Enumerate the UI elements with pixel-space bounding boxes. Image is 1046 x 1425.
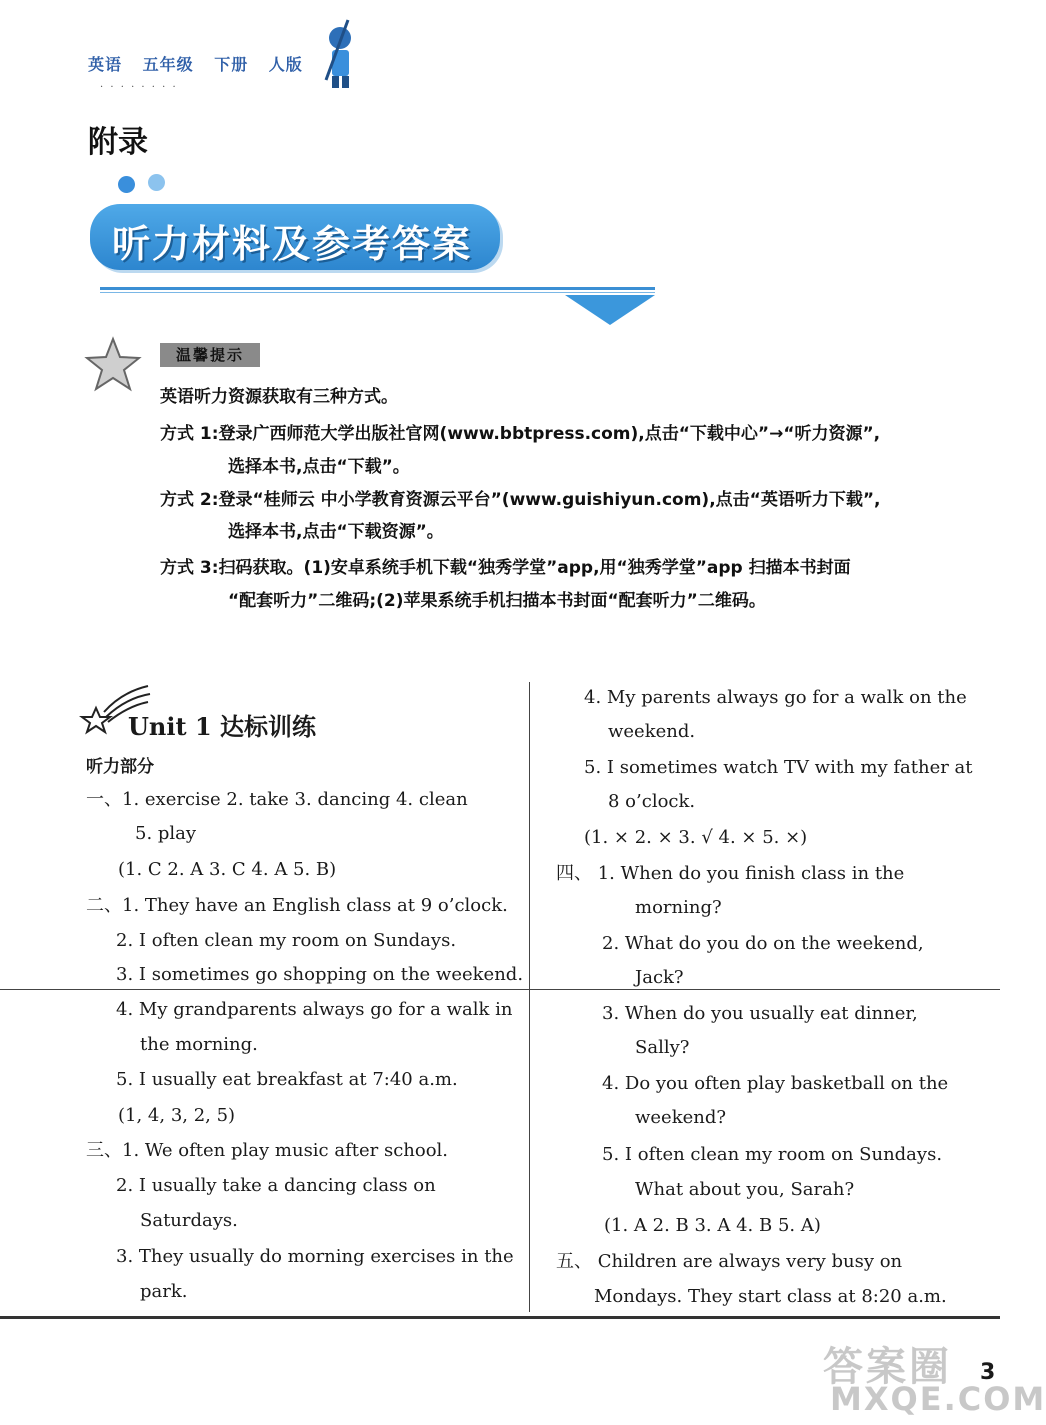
answer-line: morning? [635,897,722,918]
answer-line: 3. I sometimes go shopping on the weekend. [116,964,524,985]
banner-rule-thin [100,292,655,293]
section-title: 听力部分 [86,757,154,777]
tips-method2-line2: 选择本书,点击“下载资源”。 [228,522,444,542]
answer-key: (1. A 2. B 3. A 4. B 5. A) [604,1215,821,1236]
answer-line: weekend? [635,1107,727,1128]
column-divider [529,682,530,1312]
answer-line: 2. I usually take a dancing class on [116,1175,436,1196]
tips-label: 温馨提示 [160,343,260,367]
answer-line: 3. When do you usually eat dinner, [602,1003,918,1024]
banner-triangle-icon [565,295,655,325]
header-grade: 五年级 [142,55,194,74]
fold-line [0,989,1000,990]
answer-line: 一、1. exercise 2. take 3. dancing 4. clean [86,789,468,810]
answer-key: (1, 4, 3, 2, 5) [118,1105,236,1126]
answer-line: 5. I sometimes watch TV with my father at [584,757,973,778]
answer-line: 2. What do you do on the weekend, [602,933,924,954]
banner-title: 听力材料及参考答案 [112,222,473,266]
tips-method1-line1: 方式 1:登录广西师范大学出版社官网(www.bbtpress.com),点击“下载中心”→“听力资源”, [160,424,881,444]
answer-line: 4. My grandparents always go for a walk in [116,999,513,1020]
answer-line: 5. I often clean my room on Sundays. [602,1144,943,1165]
star-icon [84,336,142,394]
boy-figure-icon [312,10,362,90]
answer-line: 5. play [135,823,197,844]
answer-line: Jack? [635,967,684,988]
answer-key: (1. C 2. A 3. C 4. A 5. B) [118,859,337,880]
unit-title: Unit 1 达标训练 [128,712,316,741]
page-bottom-rule [0,1316,1000,1319]
appendix-title: 附录 [88,125,148,160]
header-volume: 下册 [214,55,249,74]
blue-dot-icon [118,176,135,193]
answer-line: 3. They usually do morning exercises in the [116,1246,514,1267]
header-subject: 英语 [88,55,123,74]
answer-line: 5. I usually eat breakfast at 7:40 a.m. [116,1069,458,1090]
tips-method3-line2: “配套听力”二维码;(2)苹果系统手机扫描本书封面“配套听力”二维码。 [228,591,766,611]
answer-line: 4. My parents always go for a walk on the [584,687,967,708]
watermark-url: MXQE.COM [830,1380,1046,1418]
watermark-text: 答案圈 [823,1344,952,1390]
tips-method1-line2: 选择本书,点击“下载”。 [228,457,410,477]
answer-line: What about you, Sarah? [635,1179,855,1200]
answer-line: Saturdays. [140,1210,238,1231]
answer-line: 4. Do you often play basketball on the [602,1073,949,1094]
answer-line: 2. I often clean my room on Sundays. [116,930,457,951]
answer-line: weekend. [608,721,696,742]
book-header [88,52,317,75]
answer-line: 四、 1. When do you finish class in the [556,863,905,884]
tips-method2-line1: 方式 2:登录“桂师云 中小学教育资源云平台”(www.guishiyun.com),点击“英语听力下载”, [160,490,881,510]
answer-line: 三、1. We often play music after school. [86,1140,449,1161]
answer-line: 8 o’clock. [608,791,696,812]
answer-line: Mondays. They start class at 8:20 a.m. [594,1286,947,1307]
page-number: 3 [980,1360,996,1385]
answer-line: Sally? [635,1037,690,1058]
answer-key: (1. × 2. × 3. √ 4. × 5. ×) [584,827,808,848]
header-dots-decoration: · · · · · · · · [100,82,178,93]
answer-line: 五、 Children are always very busy on [556,1251,903,1272]
light-blue-dot-icon [148,174,165,191]
answer-line: park. [140,1281,188,1302]
answer-line: the morning. [140,1034,258,1055]
section-banner [90,204,500,270]
tips-method3-line1: 方式 3:扫码获取。(1)安卓系统手机下载“独秀学堂”app,用“独秀学堂”app 扫描本书封面 [160,558,851,578]
header-edition: 人版 [268,55,303,74]
tips-intro: 英语听力资源获取有三种方式。 [160,387,398,407]
banner-rule [100,287,655,290]
answer-line: 二、1. They have an English class at 9 o’clock. [86,895,508,916]
